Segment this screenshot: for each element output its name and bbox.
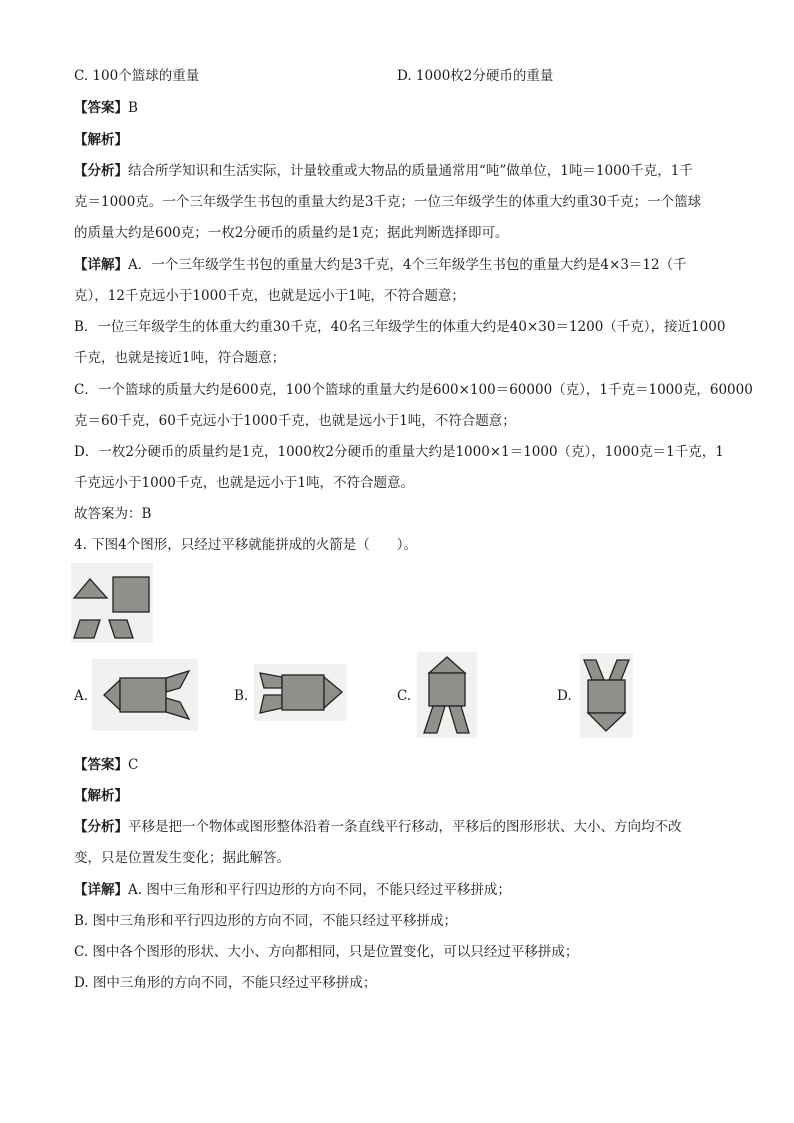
q3-detail-line-8: 千克远小于1000千克，也就是远小于1吨，不符合题意。	[74, 475, 414, 491]
option-b-label: B.	[234, 688, 249, 704]
q3-analysis-line-3: 的质量大约是600克；一枚2分硬币的质量约是1克；据此判断选择即可。	[74, 225, 509, 241]
detail-tag: 【详解】	[74, 257, 128, 273]
analysis-text: 结合所学知识和生活实际，计量较重或大物品的质量通常用“吨”做单位，1吨＝1000千克，1千	[128, 163, 693, 179]
answer-value: B	[128, 100, 138, 116]
option-c-label: C.	[397, 688, 412, 704]
q4-detail-line-1	[74, 880, 511, 900]
analysis-tag: 【分析】	[74, 819, 128, 835]
q3-detail-line-2: 克），12千克远小于1000千克，也就是远小于1吨，不符合题意；	[74, 288, 465, 304]
analysis-text: 平移是把一个物体或图形整体沿着一条直线平行移动，平移后的图形形状、大小、方向均不改	[128, 819, 682, 835]
q3-analysis-line-2: 克＝1000克。一个三年级学生书包的重量大约是3千克；一位三年级学生的体重大约重30千克；一个篮球	[74, 194, 702, 210]
detail-tag: 【详解】	[74, 882, 128, 898]
option-b-figure	[254, 664, 347, 721]
q3-detail-line-1	[74, 255, 687, 275]
option-d-figure	[580, 653, 633, 738]
q4-analysis-header: 【解析】	[74, 788, 128, 804]
analysis-tag: 【分析】	[74, 163, 128, 179]
q3-answer	[74, 98, 138, 118]
option-a-figure	[92, 659, 198, 731]
option-c-figure	[417, 652, 477, 738]
q3-analysis-header: 【解析】	[74, 132, 128, 148]
q3-detail-line-7: D．一枚2分硬币的质量约是1克，1000枚2分硬币的重量大约是1000×1＝1000（克），1000克＝1千克，1	[74, 444, 724, 460]
q3-analysis-line-1	[74, 161, 693, 181]
option-d-prev: D. 1000枚2分硬币的重量	[397, 68, 554, 84]
answer-tag: 【答案】	[74, 757, 128, 773]
option-c-prev: C. 100个篮球的重量	[74, 68, 200, 84]
q3-conclusion: 故答案为：B	[74, 506, 152, 522]
detail-text: A. 图中三角形和平行四边形的方向不同，不能只经过平移拼成；	[128, 882, 511, 898]
answer-value: C	[128, 757, 139, 773]
q4-detail-line-4: D. 图中三角形的方向不同，不能只经过平移拼成；	[74, 975, 377, 991]
q4-answer	[74, 755, 138, 775]
detail-text: A．一个三年级学生书包的重量大约是3千克，4个三年级学生书包的重量大约是4×3＝12（千	[128, 257, 687, 273]
q3-detail-line-6: 克＝60千克，60千克远小于1000千克，也就是远小于1吨，不符合题意；	[74, 413, 516, 429]
q4-question: 4. 下图4个图形，只经过平移就能拼成的火箭是（ ）。	[74, 537, 418, 553]
q4-analysis-line-2: 变，只是位置发生变化；据此解答。	[74, 850, 290, 866]
pieces-figure	[71, 563, 153, 643]
answer-tag: 【答案】	[74, 100, 128, 116]
q3-detail-line-5: C．一个篮球的质量大约是600克，100个篮球的重量大约是600×100＝60000（克），1千克＝1000克，60000	[74, 382, 753, 398]
q3-detail-line-3: B．一位三年级学生的体重大约重30千克，40名三年级学生的体重大约是40×30＝1200（千克），接近1000	[74, 319, 726, 335]
q3-detail-line-4: 千克，也就是接近1吨，符合题意；	[74, 350, 286, 366]
option-a-label: A.	[74, 688, 89, 704]
q4-detail-line-3: C. 图中各个图形的形状、大小、方向都相同，只是位置变化，可以只经过平移拼成；	[74, 944, 579, 960]
q4-detail-line-2: B. 图中三角形和平行四边形的方向不同，不能只经过平移拼成；	[74, 913, 458, 929]
q4-analysis-line-1	[74, 817, 682, 837]
option-d-label: D.	[557, 688, 572, 704]
